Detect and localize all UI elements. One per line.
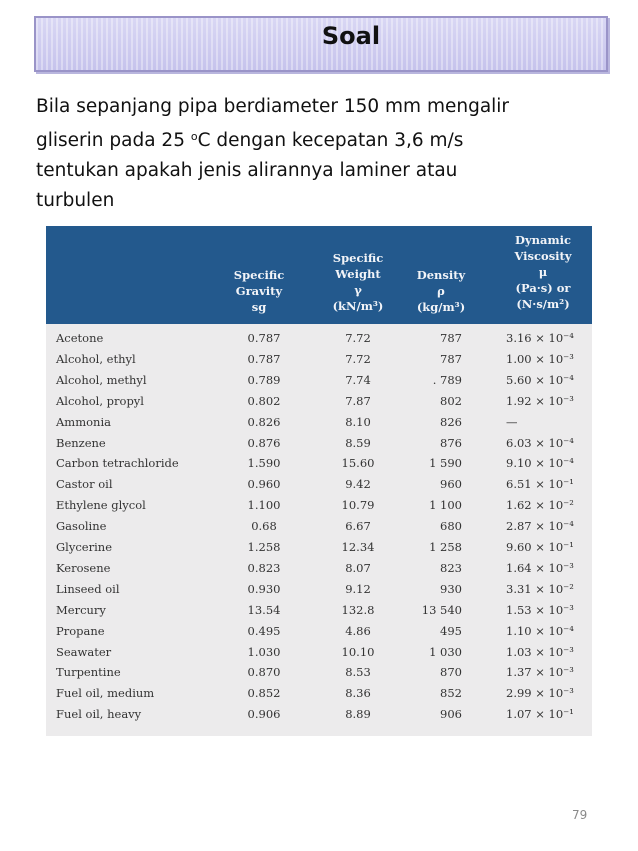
specific-weight-cell: 7.74 — [345, 372, 371, 387]
viscosity-cell: 1.10 × 10⁻⁴ — [506, 623, 574, 638]
density-cell: 826 — [440, 414, 462, 429]
header-text: Density — [416, 268, 466, 282]
fluid-name: Castor oil — [56, 477, 113, 492]
header-dynamic-viscosity — [498, 232, 588, 312]
density-cell: 787 — [440, 331, 462, 345]
specific-weight-cell: 7.72 — [345, 331, 371, 345]
specific-gravity-cell: 0.787 — [247, 351, 281, 366]
specific-gravity-cell: 0.789 — [247, 372, 281, 387]
table-row — [46, 495, 592, 516]
header-text: Weight — [335, 267, 381, 281]
header-text: (Pa·s) or — [515, 281, 571, 295]
header-text: Dynamic — [514, 233, 571, 247]
specific-gravity-cell: 0.930 — [247, 581, 281, 596]
table-row — [46, 683, 592, 704]
viscosity-cell: 1.53 × 10⁻³ — [506, 602, 574, 617]
viscosity-cell: 1.37 × 10⁻³ — [506, 665, 574, 680]
density-cell: 13 540 — [421, 602, 462, 617]
question-line-2-end: C dengan kecepatan 3,6 m/s — [197, 130, 464, 151]
specific-weight-cell: 4.86 — [345, 623, 371, 638]
specific-gravity-cell: 1.590 — [247, 456, 281, 471]
density-cell: 906 — [440, 707, 462, 722]
density-cell: 870 — [440, 665, 462, 680]
specific-weight-cell: 10.79 — [341, 498, 375, 513]
table-row — [46, 662, 592, 683]
table-row — [46, 516, 592, 537]
fluid-name: Acetone — [56, 331, 104, 345]
header-text: Gravity — [235, 284, 283, 298]
specific-gravity-cell: 1.030 — [247, 644, 281, 659]
density-cell: . 789 — [432, 372, 462, 387]
density-cell: 852 — [440, 686, 462, 701]
density-cell: 495 — [440, 623, 462, 638]
density-cell: 787 — [440, 351, 462, 366]
header-text: Specific — [332, 251, 384, 265]
fluid-name: Ethylene glycol — [56, 498, 146, 513]
table-row — [46, 621, 592, 642]
specific-weight-cell: 9.12 — [345, 581, 371, 596]
specific-gravity-cell: 0.68 — [251, 519, 277, 534]
fluid-name: Mercury — [56, 602, 106, 617]
viscosity-cell: 1.07 × 10⁻¹ — [506, 707, 574, 722]
fluid-name: Ammonia — [56, 414, 111, 429]
specific-gravity-cell: 0.823 — [247, 560, 281, 575]
viscosity-cell: 2.99 × 10⁻³ — [506, 686, 574, 701]
density-cell: 876 — [440, 435, 462, 450]
specific-gravity-cell: 0.960 — [247, 477, 281, 492]
specific-weight-cell: 15.60 — [341, 456, 375, 471]
specific-weight-cell: 8.59 — [345, 435, 371, 450]
question-text — [36, 92, 626, 216]
table-row — [46, 642, 592, 663]
table-row — [46, 558, 592, 579]
page-number: 79 — [572, 808, 588, 822]
table-header — [46, 226, 592, 324]
fluid-name: Alcohol, propyl — [56, 393, 144, 408]
specific-gravity-cell: 0.802 — [247, 393, 281, 408]
viscosity-cell: 9.60 × 10⁻¹ — [506, 540, 574, 554]
table-row — [46, 600, 592, 621]
specific-weight-cell: 8.36 — [345, 686, 371, 701]
fluid-name: Propane — [56, 623, 105, 638]
specific-gravity-cell: 0.826 — [247, 414, 281, 429]
header-text: Viscosity — [514, 249, 572, 263]
table-row — [46, 579, 592, 600]
header-text: Specific — [233, 268, 285, 282]
density-cell: 930 — [440, 581, 462, 596]
header-text: (N·s/m²) — [516, 297, 570, 311]
fluid-name: Glycerine — [56, 540, 112, 554]
table-row — [46, 412, 592, 433]
header-text: γ — [354, 283, 362, 297]
question-line-3: tentukan apakah jenis alirannya laminer atau — [36, 160, 458, 181]
question-line-1: Bila sepanjang pipa berdiameter 150 mm mengalir — [36, 96, 510, 117]
specific-gravity-cell: 13.54 — [247, 602, 281, 617]
viscosity-cell: 1.62 × 10⁻² — [506, 498, 574, 513]
header-density — [396, 267, 486, 315]
specific-gravity-cell: 0.495 — [247, 623, 281, 638]
viscosity-cell: 9.10 × 10⁻⁴ — [506, 456, 574, 471]
fluid-name: Linseed oil — [56, 581, 120, 596]
table-row — [46, 537, 592, 558]
viscosity-cell: 3.16 × 10⁻⁴ — [506, 331, 574, 345]
viscosity-cell: 3.31 × 10⁻² — [506, 581, 574, 596]
viscosity-cell: 1.64 × 10⁻³ — [506, 560, 574, 575]
question-line-4: turbulen — [36, 190, 115, 211]
specific-weight-cell: 7.87 — [345, 393, 371, 408]
specific-gravity-cell: 0.787 — [247, 331, 281, 345]
table-row — [46, 474, 592, 495]
fluid-name: Kerosene — [56, 560, 111, 575]
header-text: μ — [538, 265, 548, 279]
page-title: Soal — [321, 22, 381, 50]
table-row — [46, 370, 592, 391]
specific-weight-cell: 8.89 — [345, 707, 371, 722]
density-cell: 802 — [440, 393, 462, 408]
specific-weight-cell: 132.8 — [341, 602, 375, 617]
density-cell: 680 — [440, 519, 462, 534]
table-row — [46, 433, 592, 454]
density-cell: 1 030 — [429, 644, 462, 659]
viscosity-cell: 1.00 × 10⁻³ — [506, 351, 574, 366]
header-text: sg — [251, 300, 267, 314]
fluid-name: Alcohol, ethyl — [56, 351, 136, 366]
viscosity-cell: 2.87 × 10⁻⁴ — [506, 519, 574, 534]
specific-weight-cell: 8.07 — [345, 560, 371, 575]
title-bar — [34, 16, 608, 72]
header-text: (kN/m³) — [332, 299, 384, 313]
specific-weight-cell: 6.67 — [345, 519, 371, 534]
fluid-name: Turpentine — [56, 665, 121, 680]
table-row — [46, 704, 592, 725]
specific-weight-cell: 12.34 — [341, 540, 375, 554]
specific-weight-cell: 8.10 — [345, 414, 371, 429]
viscosity-cell: 1.92 × 10⁻³ — [506, 393, 574, 408]
fluid-name: Alcohol, methyl — [56, 372, 147, 387]
header-specific-gravity — [214, 267, 304, 315]
specific-weight-cell: 8.53 — [345, 665, 371, 680]
specific-weight-cell: 9.42 — [345, 477, 371, 492]
header-specific-weight — [308, 250, 408, 314]
density-cell: 1 258 — [429, 540, 462, 554]
density-cell: 1 590 — [429, 456, 462, 471]
specific-gravity-cell: 0.906 — [247, 707, 281, 722]
specific-gravity-cell: 1.258 — [247, 540, 281, 554]
table-row — [46, 328, 592, 349]
fluid-name: Benzene — [56, 435, 106, 450]
viscosity-cell: 1.03 × 10⁻³ — [506, 644, 574, 659]
degree-superscript: o — [190, 130, 198, 143]
question-line-2 — [36, 122, 626, 156]
table-row — [46, 391, 592, 412]
density-cell: 823 — [440, 560, 462, 575]
fluid-name: Fuel oil, medium — [56, 686, 155, 701]
viscosity-cell: 6.51 × 10⁻¹ — [506, 477, 574, 492]
specific-gravity-cell: 0.876 — [247, 435, 281, 450]
fluid-name: Fuel oil, heavy — [56, 707, 142, 722]
specific-weight-cell: 10.10 — [341, 644, 375, 659]
table-row — [46, 453, 592, 474]
question-line-2-start: gliserin pada 25 — [36, 130, 191, 151]
viscosity-cell: 5.60 × 10⁻⁴ — [506, 372, 574, 387]
density-cell: 960 — [440, 477, 462, 492]
specific-gravity-cell: 1.100 — [247, 498, 281, 513]
specific-gravity-cell: 0.852 — [247, 686, 281, 701]
viscosity-cell: — — [506, 414, 518, 429]
table-row — [46, 349, 592, 370]
header-text: (kg/m³) — [416, 300, 466, 314]
density-cell: 1 100 — [429, 498, 462, 513]
specific-weight-cell: 7.72 — [345, 351, 371, 366]
fluid-properties-table — [46, 226, 592, 736]
fluid-name: Gasoline — [56, 519, 107, 534]
viscosity-cell: 6.03 × 10⁻⁴ — [506, 435, 574, 450]
specific-gravity-cell: 0.870 — [247, 665, 281, 680]
fluid-name: Carbon tetrachloride — [56, 456, 179, 471]
fluid-name: Seawater — [56, 644, 112, 659]
header-text: ρ — [437, 284, 445, 298]
